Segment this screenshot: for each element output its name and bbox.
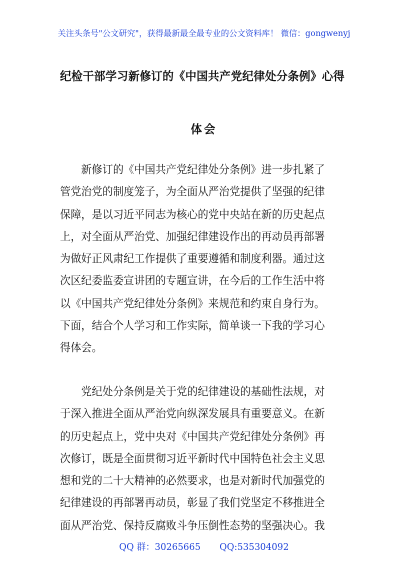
text-line: 想和党的二十大精神的必然要求，也是对新时代加强党的	[60, 475, 325, 488]
text-line: 新修订的《中国共产党纪律处分条例》进一步扎紧了	[60, 164, 325, 176]
text-line: 纪律建设的再部署再动员，彰显了我们党坚定不移推进全	[60, 497, 325, 510]
text-line: 党纪处分条例是关于党的纪律建设的基础性法规，对	[60, 386, 325, 398]
text-line: 以《中国共产党纪律处分条例》来规范和约束自身行为。	[60, 297, 325, 310]
text-line: 管党治党的制度笼子，为全面从严治党提供了坚强的纪律	[60, 186, 325, 199]
text-line: 的历史起点上，党中央对《中国共产党纪律处分条例》再	[60, 430, 325, 443]
text-line: 于深入推进全面从严治党向纵深发展具有重要意义。在新	[60, 408, 325, 421]
text-line: 面从严治党、保持反腐败斗争压倒性态势的坚强决心。我	[60, 519, 325, 532]
text-line: 次修订，既是全面贯彻习近平新时代中国特色社会主义思	[60, 452, 325, 465]
footer-qq-number: QQ:535304092	[219, 543, 289, 553]
document-title: 纪检干部学习新修订的《中国共产党纪律处分条例》心得	[60, 69, 345, 83]
paragraph-2	[60, 381, 360, 537]
text-line: 为做好正风肃纪工作提供了重要遵循和制度利器。通过这	[60, 253, 325, 266]
document-title-continued: 体会	[190, 122, 218, 136]
text-line: 得体会。	[60, 342, 103, 355]
text-line: 保障，是以习近平同志为核心的党中央站在新的历史起点	[60, 208, 325, 221]
text-line: 下面，结合个人学习和工作实际，简单谈一下我的学习心	[60, 320, 325, 333]
text-line: 次区纪委监委宣讲团的专题宣讲，在今后的工作生活中将	[60, 275, 325, 288]
header-note: 关注头条号"公文研究"，获得最新最全最专业的公文资料库！ 微信：gongwenyj	[57, 28, 351, 38]
footer-qq-group: QQ 群：30265665	[119, 543, 201, 553]
text-line: 上，对全面从严治党、加强纪律建设作出的再动员再部署	[60, 230, 325, 243]
paragraph-1	[60, 159, 360, 360]
footer-contact	[0, 540, 408, 553]
